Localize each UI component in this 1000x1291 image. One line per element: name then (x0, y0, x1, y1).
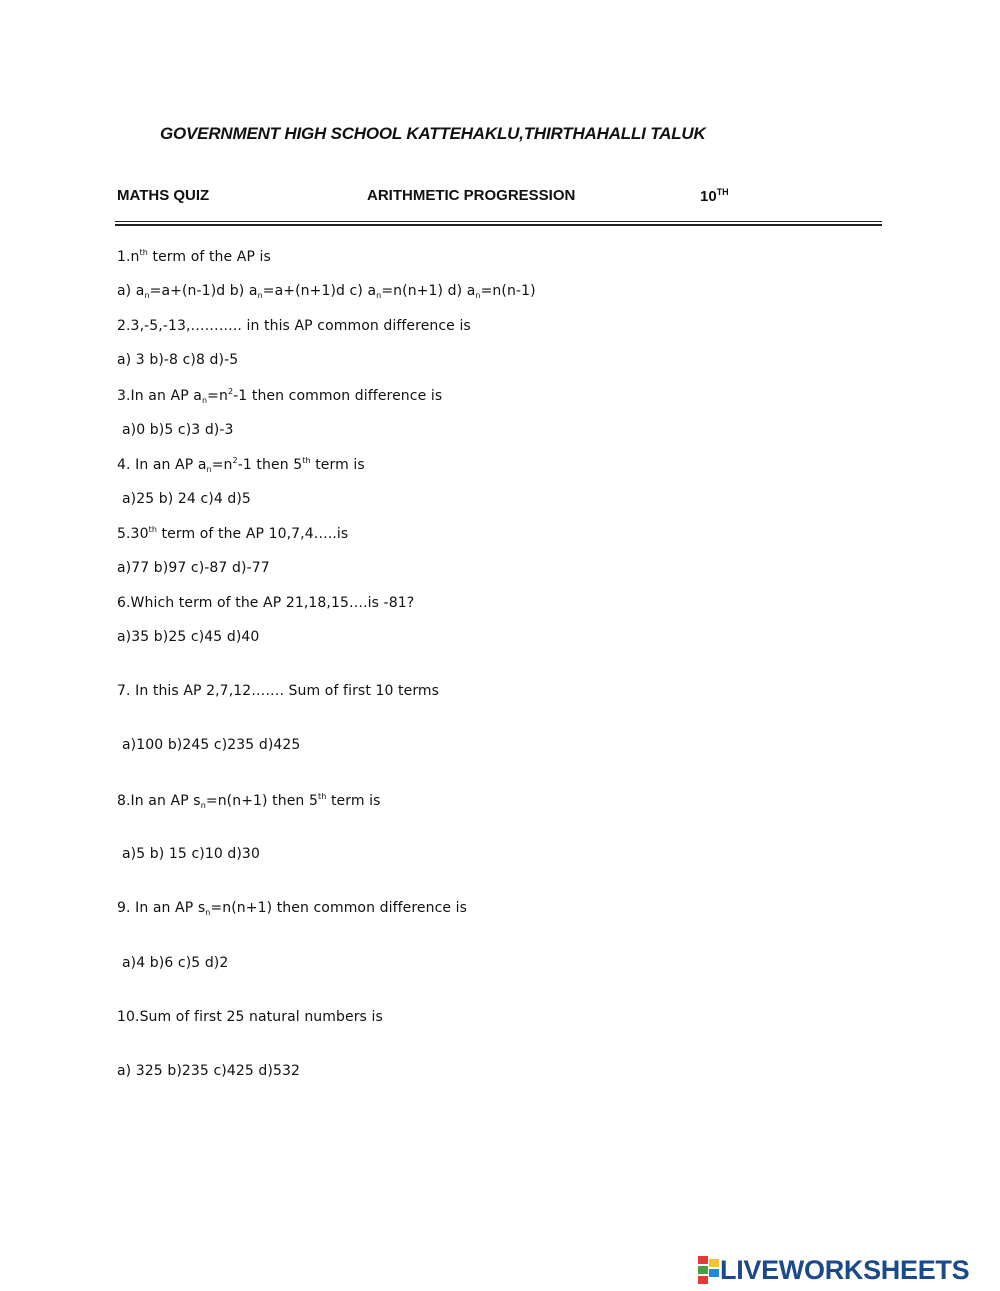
school-title: GOVERNMENT HIGH SCHOOL KATTEHAKLU,THIRTHAHALLI TALUK (160, 124, 706, 143)
liveworksheets-logo (698, 1256, 969, 1284)
question-6: 6.Which term of the AP 21,18,15….is -81? (117, 595, 415, 611)
options-7: a)100 b)245 c)235 d)425 (122, 737, 301, 753)
grade-number: 10 (700, 188, 717, 205)
question-2: 2.3,-5,-13,……….. in this AP common difference is (117, 318, 471, 334)
question-7: 7. In this AP 2,7,12……. Sum of first 10 terms (117, 683, 440, 699)
options-10: a) 325 b)235 c)425 d)532 (117, 1063, 300, 1079)
logo-text: LIVEWORKSHEETS (720, 1255, 970, 1285)
topic-label: ARITHMETIC PROGRESSION (367, 187, 576, 204)
logo-blocks-icon (698, 1256, 720, 1284)
options-2: a) 3 b)-8 c)8 d)-5 (117, 352, 239, 368)
subject-label: MATHS QUIZ (117, 187, 210, 204)
options-1: a) $a_n=a+(n-1)d$ b) $a_n=a+(n+1)d$ c) $a_n=n(n+1)$ d) $a_n=n(n-1)$ (117, 283, 536, 300)
question-4: 4. In an AP $a_n=n^2-1$ then 5th term is (117, 456, 365, 474)
question-8: 8.In an AP $s_n=n(n+1)$ then 5th term is (117, 792, 381, 810)
options-5: a)77 b)97 c)-87 d)-77 (117, 560, 270, 576)
header-divider-bottom (115, 224, 882, 226)
grade-suffix: TH (716, 187, 729, 197)
question-3: 3.In an AP $a_n=n^2-1$ then common difference is (117, 387, 443, 405)
question-10: 10.Sum of first 25 natural numbers is (117, 1009, 383, 1025)
grade-label (700, 187, 729, 205)
question-9: 9. In an AP $s_n=n(n+1)$ then common difference is (117, 900, 468, 917)
options-6: a)35 b)25 c)45 d)40 (117, 629, 260, 645)
options-3: a)0 b)5 c)3 d)-3 (122, 422, 234, 438)
question-5: 5.30th term of the AP 10,7,4…..is (117, 525, 349, 542)
header-divider-top (115, 221, 882, 222)
options-9: a)4 b)6 c)5 d)2 (122, 955, 229, 971)
options-8: a)5 b) 15 c)10 d)30 (122, 846, 260, 862)
options-4: a)25 b) 24 c)4 d)5 (122, 491, 251, 507)
question-1: $1.n^{th}$ term of the AP is (117, 248, 271, 265)
